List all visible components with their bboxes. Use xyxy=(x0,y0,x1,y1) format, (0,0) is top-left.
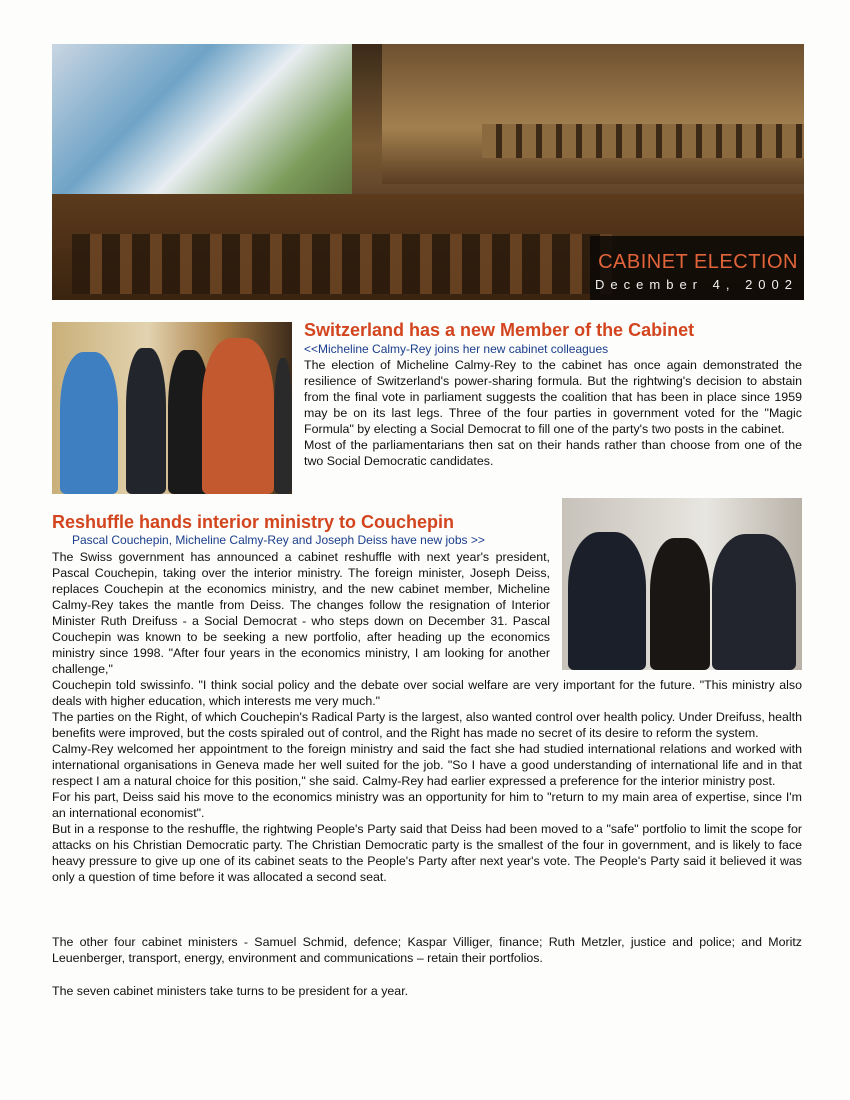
article2-paragraph: For his part, Deiss said his move to the economics ministry was an opportunity for him to "return to my main area of expertise, since I'm an international economist". xyxy=(52,790,802,820)
banner-date: December 4, 2002 xyxy=(595,277,798,292)
closing-note: The seven cabinet ministers take turns to be president for a year. xyxy=(52,984,409,998)
article2-body xyxy=(52,677,802,885)
article2-paragraph: Calmy-Rey welcomed her appointment to the foreign ministry and said the fact she had studied international relations and worked with international organisations in Geneva made her well suited for the job. "So I have a good understanding of international life and in that respect I am a natural choice for this position," she said. Calmy-Rey had earlier expressed a preference for the interior ministry post. xyxy=(52,742,802,788)
article2-caption: Pascal Couchepin, Micheline Calmy-Rey and Joseph Deiss have new jobs >> xyxy=(72,533,485,547)
article1-body xyxy=(304,357,802,469)
chamber-mural xyxy=(52,44,352,204)
chamber-seats xyxy=(72,234,612,294)
other-ministers: The other four cabinet ministers - Samuel Schmid, defence; Kaspar Villiger, finance; Ruth Metzler, justice and police; and Moritz Leuenberger, transport, energy, environment and communications – retain their portfolios. xyxy=(52,935,802,965)
article1-paragraph: Most of the parliamentarians then sat on their hands rather than choose from one of the two Social Democratic candidates. xyxy=(304,438,802,468)
article2-paragraph: But in a response to the reshuffle, the rightwing People's Party said that Deiss had been moved to a "safe" portfolio to limit the scope for attacks on his Christian Democratic party. The Christian Democratic party is the smallest of the four in government, and is likely to face heavy pressure to give up one of its cabinet seats to the People's Party after next year's vote. The People's Party said it believed it was only a question of time before it was allocated a second seat. xyxy=(52,822,802,884)
banner-title: CABINET ELECTION xyxy=(598,251,798,273)
article1-paragraph: The election of Micheline Calmy-Rey to the cabinet has once again demonstrated the resilience of Switzerland's power-sharing formula. But the rightwing's decision to abstain from the final vote in parliament suggests the coalition that has been in place since 1959 may be on its last legs. Three of the four parties in government voted for the "Magic Formula" by electing a Social Democrat to fill one of the party's two posts in the cabinet. xyxy=(304,358,802,436)
chamber-wall xyxy=(382,44,804,184)
article2-intro: The Swiss government has announced a cabinet reshuffle with next year's president, Pascal Couchepin, taking over the interior ministry. The foreign minister, Joseph Deiss, replaces Couchepin at the economics ministry, and the new cabinet member, Micheline Calmy-Rey takes the mantle from Deiss. The changes follow the resignation of Interior Minister Ruth Dreifuss - a Social Democrat - who steps down on December 31. Pascal Couchepin was known to be seeking a new portfolio, after heading up the economics ministry since 1998. "After four years in the economics ministry, I am looking for another challenge," xyxy=(52,550,550,676)
article2-paragraph: Couchepin told swissinfo. "I think social policy and the debate over social welfare are very important for the future. "This ministry also deals with higher education, which interests me very much." xyxy=(52,678,802,708)
header-banner xyxy=(52,44,804,300)
chamber-balcony xyxy=(482,124,804,158)
article2-paragraph: The parties on the Right, of which Couchepin's Radical Party is the largest, also wanted control over health policy. Under Dreifuss, health benefits were improved, but the costs spiraled out of control, and the Right has made no secret of its desire to reform the system. xyxy=(52,710,802,740)
article2-headline: Reshuffle hands interior ministry to Couchepin xyxy=(52,512,455,532)
calmy-rey-colleagues-photo xyxy=(52,322,292,494)
article1-headline: Switzerland has a new Member of the Cabinet xyxy=(304,320,695,340)
article1-caption: <<Micheline Calmy-Rey joins her new cabinet colleagues xyxy=(304,342,609,356)
couchepin-calmy-rey-deiss-photo xyxy=(562,498,802,670)
